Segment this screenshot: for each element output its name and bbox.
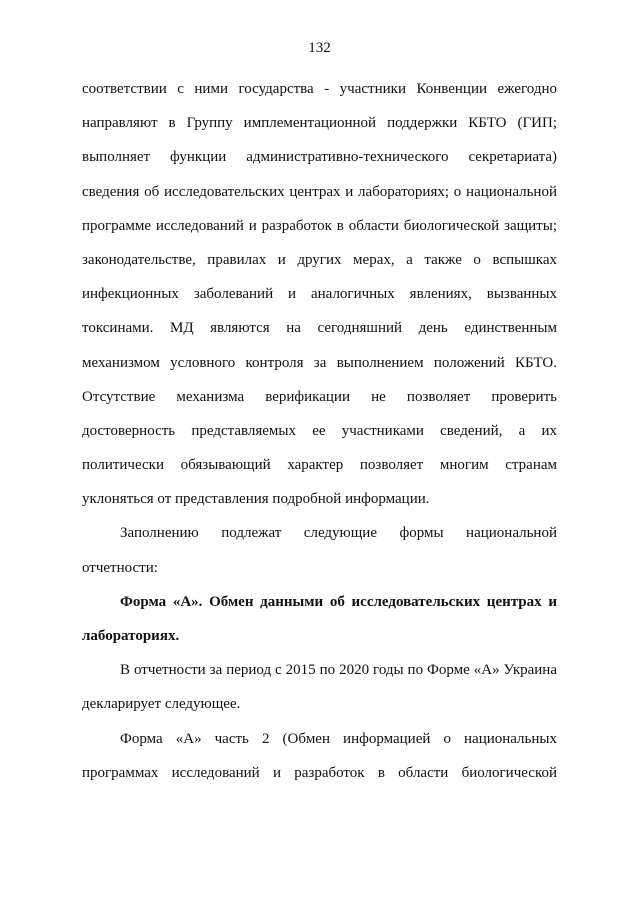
text-line: отчетности: [82, 559, 158, 576]
text-line: программах исследований и разработок в области биологической [82, 764, 557, 781]
text-line: достоверность представляемых ее участниками сведений, а их [82, 422, 557, 439]
text-line: механизмом условного контроля за выполнением положений КБТО. [82, 354, 557, 371]
body-text [82, 72, 557, 790]
text-line: выполняет функции административно-технического секретариата) [82, 149, 557, 166]
text-line: инфекционных заболеваний и аналогичных явлениях, вызванных [82, 286, 557, 303]
text-line: программе исследований и разработок в области биологической защиты; [82, 217, 557, 234]
text-line: законодательстве, правилах и других мерах, а также о вспышках [82, 251, 557, 268]
text-line: Форма «А» часть 2 (Обмен информацией о национальных [120, 730, 557, 747]
text-line: уклоняться от представления подробной информации. [82, 491, 430, 508]
text-line: сведения об исследовательских центрах и лабораториях; о национальной [82, 183, 557, 200]
section-heading-line: лабораториях. [82, 628, 180, 644]
text-line: направляют в Группу имплементационной поддержки КБТО (ГИП; [82, 115, 557, 132]
text-line: Заполнению подлежат следующие формы национальной [120, 525, 557, 542]
page-number: 132 [308, 40, 331, 56]
text-line: политически обязывающий характер позволяет многим странам [82, 457, 557, 474]
text-line: соответствии с ними государства - участники Конвенции ежегодно [82, 81, 557, 97]
section-heading-line: Форма «А». Обмен данными об исследовательских центрах и [120, 593, 557, 610]
text-line: декларирует следующее. [82, 696, 241, 713]
text-line: токсинами. МД являются на сегодняшний день единственным [82, 320, 557, 337]
text-line: Отсутствие механизма верификации не позволяет проверить [82, 388, 557, 405]
text-line: В отчетности за период с 2015 по 2020 годы по Форме «А» Украина [120, 662, 557, 679]
